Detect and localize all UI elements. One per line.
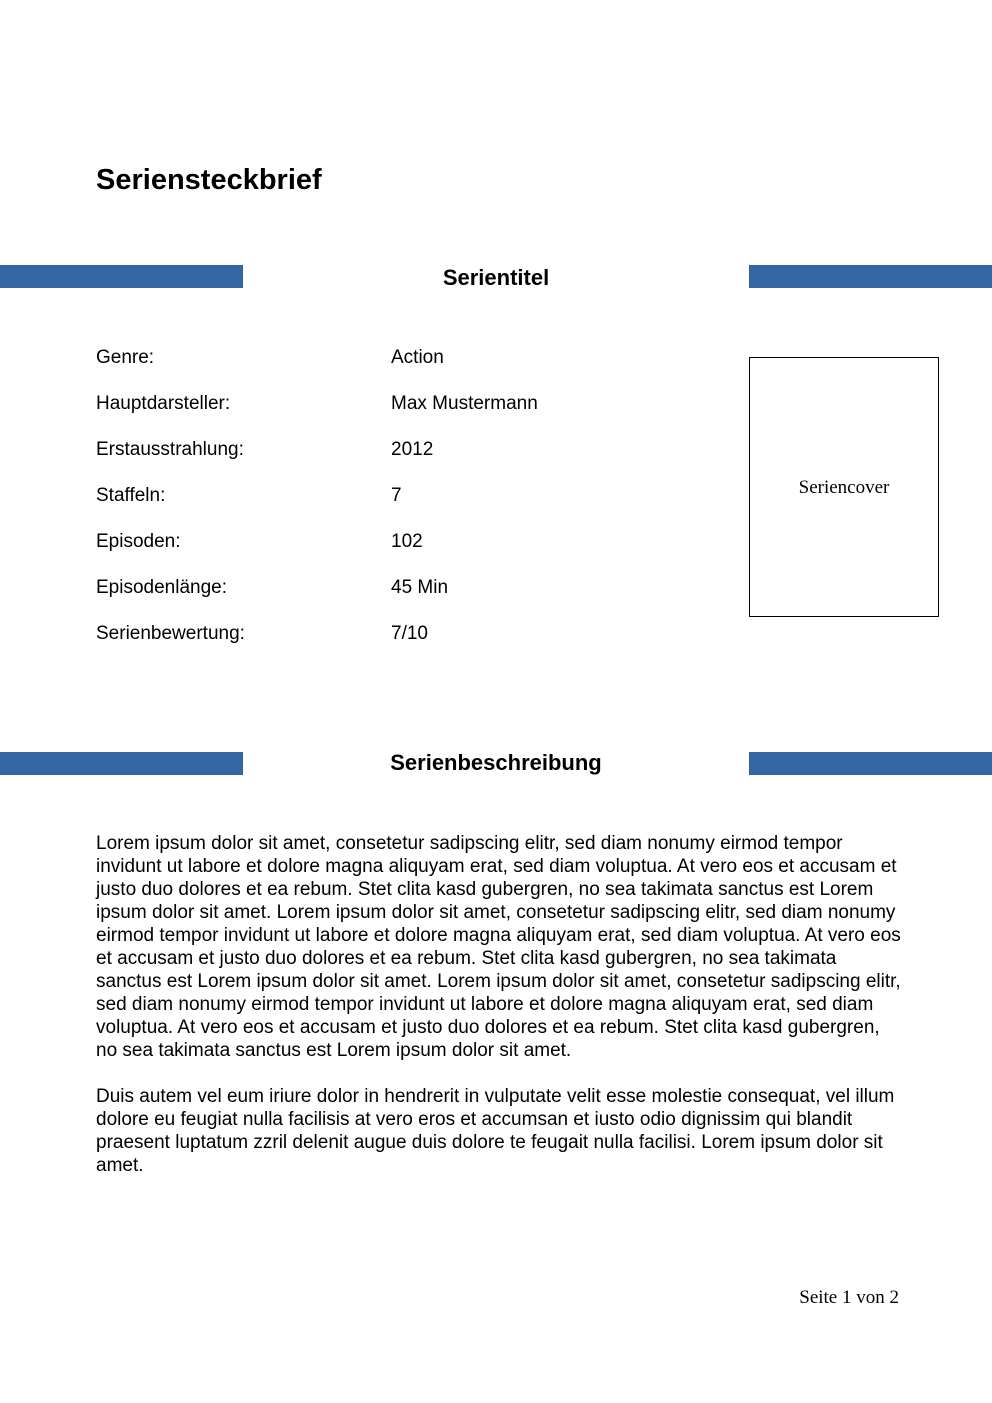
fact-label: Episodenlänge:: [96, 577, 227, 598]
fact-row-episoden: [96, 529, 656, 575]
accent-band-right: [749, 752, 992, 775]
fact-label: Serienbewertung:: [96, 623, 245, 644]
fact-label: Hauptdarsteller:: [96, 393, 231, 414]
description-paragraph: Lorem ipsum dolor sit amet, consetetur sadipscing elitr, sed diam nonumy eirmod tempor invidunt ut labore et dolore magna aliquyam erat, sed diam voluptua. At vero eos et accusam et justo duo dolores et ea rebum. Stet clita kasd gubergren, no sea takimata sanctus est Lorem ipsum dolor sit amet. Lorem ipsum dolor sit amet, consetetur sadipscing elitr, sed diam nonumy eirmod tempor invidunt ut labore et dolore magna aliquyam erat, sed diam voluptua. At vero eos et accusam et justo duo dolores et ea rebum. Stet clita kasd gubergren, no sea takimata sanctus est Lorem ipsum dolor sit amet. Lorem ipsum dolor sit amet, consetetur sadipscing elitr, sed diam nonumy eirmod tempor invidunt ut labore et dolore magna aliquyam erat, sed diam voluptua. At vero eos et accusam et justo duo dolores et ea rebum. Stet clita kasd gubergren, no sea takimata sanctus est Lorem ipsum dolor sit amet.: [96, 833, 901, 1061]
accent-band-left: [0, 265, 243, 288]
series-cover-label: Seriencover: [798, 477, 890, 498]
accent-band-right: [749, 265, 992, 288]
fact-value: 7/10: [391, 623, 428, 644]
fact-label: Staffeln:: [96, 485, 166, 506]
description-paragraph: Duis autem vel eum iriure dolor in hendrerit in vulputate velit esse molestie consequat, vel illum dolore eu feugiat nulla facilisis at vero eros et accumsan et iusto odio dignissim qui blandit praesent luptatum zzril delenit augue duis dolore te feugait nulla facilisi. Lorem ipsum dolor sit amet.: [96, 1086, 895, 1176]
fact-row-serienbewertung: [96, 621, 656, 667]
document-title: Seriensteckbrief: [96, 164, 322, 196]
facts-table: [96, 345, 656, 667]
fact-value: 45 Min: [391, 577, 449, 598]
fact-label: Episoden:: [96, 531, 181, 552]
fact-label: Genre:: [96, 347, 155, 368]
fact-row-erstausstrahlung: [96, 437, 656, 483]
series-description: [96, 832, 906, 1200]
section-heading-serienbeschreibung: Serienbeschreibung: [390, 750, 602, 775]
fact-value: 102: [391, 531, 423, 552]
section-heading-serientitel: Serientitel: [442, 265, 550, 290]
fact-row-genre: [96, 345, 656, 391]
page-number: Seite 1 von 2: [799, 1287, 899, 1308]
fact-row-staffeln: [96, 483, 656, 529]
accent-band-left: [0, 752, 243, 775]
fact-value: 7: [391, 485, 402, 506]
fact-value: 2012: [391, 439, 434, 460]
fact-value: Max Mustermann: [391, 393, 538, 414]
fact-row-episodenlaenge: [96, 575, 656, 621]
fact-row-hauptdarsteller: [96, 391, 656, 437]
fact-value: Action: [391, 347, 444, 368]
series-cover-placeholder: [749, 357, 939, 617]
fact-label: Erstausstrahlung:: [96, 439, 244, 460]
